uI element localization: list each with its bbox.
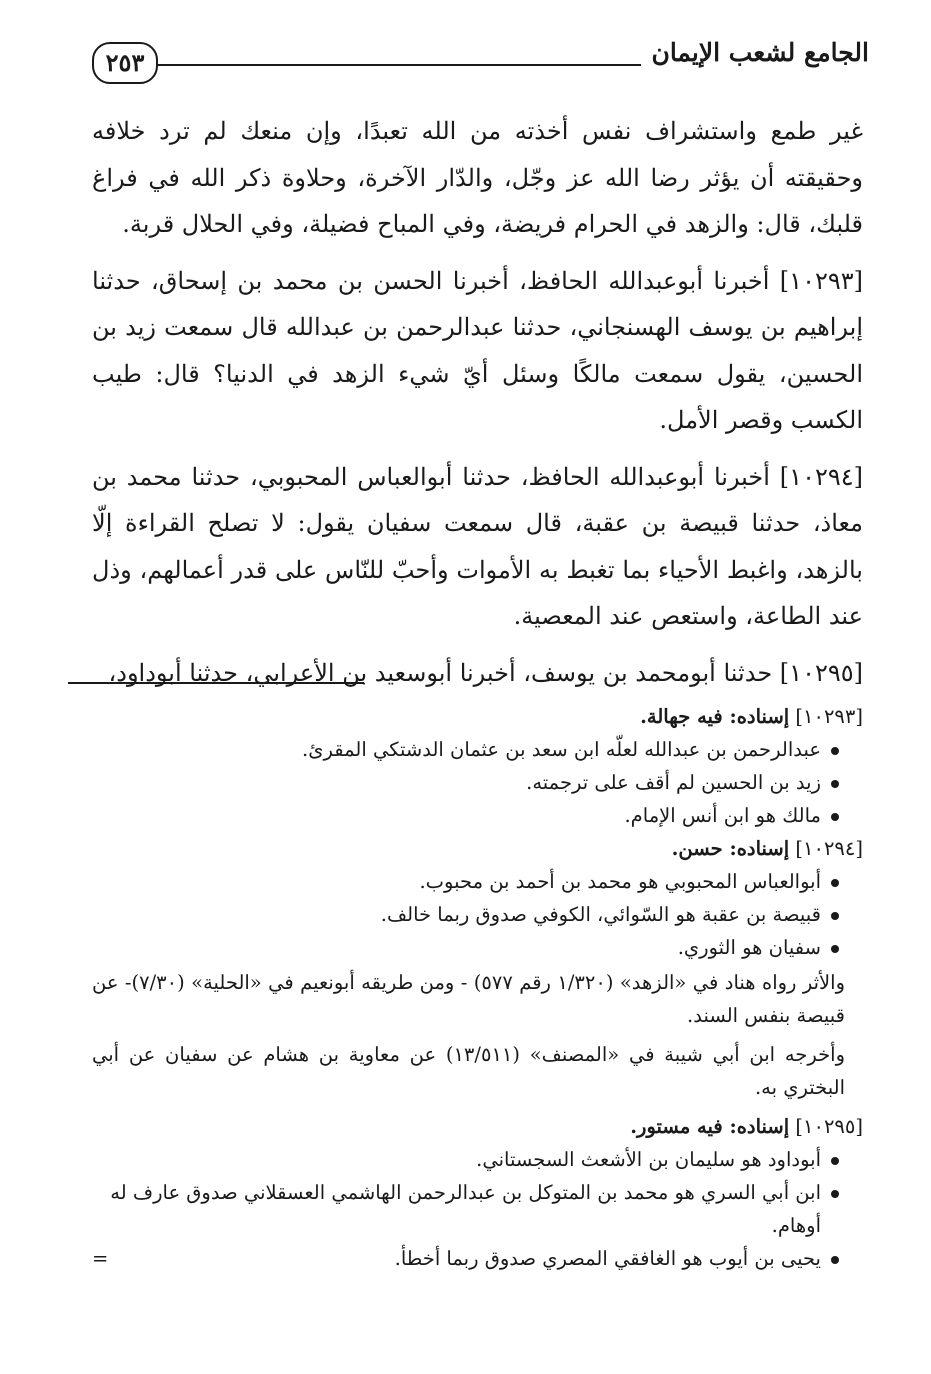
footnote-bullet: يحيى بن أيوب هو الغافقي المصري صدوق ربما أخطأ. [92, 1242, 839, 1275]
footnote-number: [١٠٢٩٤] [795, 837, 863, 860]
paragraph-text: غير طمع واستشراف نفس أخذته من الله تعبدًا، وإن منعك لم ترد خلافه وحقيقته أن يؤثر رضا الله عز وجّل، والدّار الآخرة، وحلاوة ذكر الله في فراغ قلبك، قال: والزهد في الحرام فريضة، وفي المباح فضيلة، وفي الحلال قربة. [92, 117, 863, 238]
footnote-heading [92, 700, 863, 733]
continuation-mark: = [92, 1247, 109, 1270]
footnote-block [92, 1110, 863, 1275]
footnotes [92, 700, 863, 1275]
footnote-bullets [92, 733, 863, 832]
footnote-bullets [92, 1143, 863, 1275]
footnote-bullet: قبيصة بن عقبة هو السّوائي، الكوفي صدوق ربما خالف. [92, 898, 839, 931]
footnote-note: وأخرجه ابن أبي شيبة في «المصنف» (١٣/٥١١) عن معاوية بن هشام عن سفيان عن أبي البختري به. [92, 1043, 845, 1099]
footnote-block [92, 700, 863, 832]
footnote-label: إسناده: فيه مستور. [630, 1115, 790, 1138]
footnote-label: إسناده: فيه جهالة. [640, 705, 790, 728]
footnote-label: إسناده: حسن. [671, 837, 790, 860]
hadith-text: أخبرنا أبوعبدالله الحافظ، حدثنا أبوالعباس المحبوبي، حدثنا محمد بن معاذ، حدثنا قبيصة بن عقبة، قال سمعت سفيان يقول: لا تصلح القراءة إلّا بالزهد، واغبط الأحياء بما تغبط به الأموات وأحبّ للنّاس على قدر أعمالهم، وذل عند الطاعة، واستعص عند المعصية. [92, 462, 863, 630]
hadith-number: [١٠٢٩٤] [779, 462, 863, 491]
footnote-note: والأثر رواه هناد في «الزهد» (١/٣٢٠ رقم ٥٧٧) - ومن طريقه أبونعيم في «الحلية» (٧/٣٠)- عن قبيصة بنفس السند. [92, 971, 846, 1027]
hadith-number: [١٠٢٩٥] [779, 658, 863, 687]
footnote-bullet: مالك هو ابن أنس الإمام. [92, 799, 839, 832]
footnote-bullet: عبدالرحمن بن عبدالله لعلّه ابن سعد بن عثمان الدشتكي المقرئ. [92, 733, 839, 766]
main-text [92, 108, 863, 706]
footnote-bullet: سفيان هو الثوري. [92, 931, 839, 964]
hadith-text: أخبرنا أبوعبدالله الحافظ، أخبرنا الحسن بن محمد بن إسحاق، حدثنا إبراهيم بن يوسف الهسنجاني، حدثنا عبدالرحمن بن عبدالله قال سمعت زيد بن الحسين، يقول سمعت مالكًا وسئل أيّ شيء الزهد في الدنيا؟ قال: طيب الكسب وقصر الأمل. [92, 266, 863, 434]
footnote-bullet: زيد بن الحسين لم أقف على ترجمته. [92, 766, 839, 799]
footnote-separator [68, 682, 364, 684]
footnote-heading [92, 832, 863, 865]
footnote-bullet: أبوالعباس المحبوبي هو محمد بن أحمد بن محبوب. [92, 865, 839, 898]
hadith-number: [١٠٢٩٣] [779, 266, 863, 295]
hadith-paragraph [92, 650, 863, 697]
footnote-bullets [92, 865, 863, 964]
footnote-bullet: أبوداود هو سليمان بن الأشعث السجستاني. [92, 1143, 839, 1176]
footnote-number: [١٠٢٩٥] [795, 1115, 863, 1138]
footnote-number: [١٠٢٩٣] [795, 705, 863, 728]
paragraph [92, 108, 863, 248]
page-number-badge: ٢٥٣ [92, 42, 158, 84]
footnote-heading [92, 1110, 863, 1143]
footnote-bullet: ابن أبي السري هو محمد بن المتوكل بن عبدالرحمن الهاشمي العسقلاني صدوق عارف له أوهام. [92, 1176, 839, 1242]
hadith-paragraph [92, 258, 863, 444]
book-title: الجامع لشعب الإيمان [651, 38, 869, 67]
hadith-text: حدثنا أبومحمد بن يوسف، أخبرنا أبوسعيد بن الأعرابي، حدثنا أبوداود، [108, 658, 773, 687]
footnote-block [92, 832, 863, 1104]
hadith-paragraph [92, 454, 863, 640]
header-rule [150, 64, 641, 66]
page-header [92, 34, 869, 90]
